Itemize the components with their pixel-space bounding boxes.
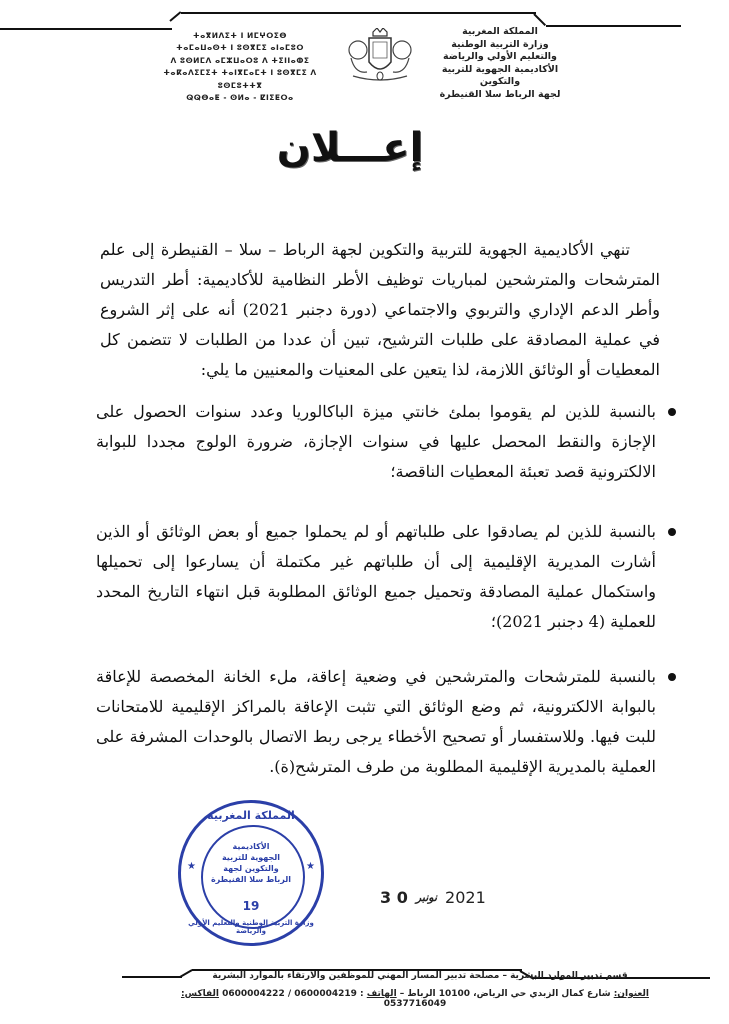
header-tifinagh xyxy=(140,30,340,104)
bullet-item xyxy=(96,517,656,637)
date-day: 3 0 xyxy=(380,887,408,907)
stamp-center-line: الأكاديمية xyxy=(232,842,270,851)
bullet-item xyxy=(96,397,656,487)
footer-phones: 0600004219 / 0600004222 xyxy=(222,989,357,999)
footer-address-label: العنوان: xyxy=(613,989,649,999)
header-rule-slope-right xyxy=(533,13,546,26)
footer-fax: 0537716049 xyxy=(383,999,447,1009)
header-rule-mid xyxy=(181,12,536,14)
header-tifinagh-line: ⵜⴰⴳⵍⴷⵉⵜ ⵏ ⵍⵎⵖⵔⵉⴱ xyxy=(193,31,287,40)
stamp-center-text xyxy=(203,841,299,885)
header-arabic-line: الأكاديمية الجهوية للتربية والتكوين xyxy=(441,63,559,88)
star-icon: ★ xyxy=(187,861,196,872)
bullet-dot-icon xyxy=(668,408,676,416)
stamp-center-line: والتكوين لجهة xyxy=(223,864,279,873)
footer-address: شارع كمال الزبدي حي الرياض، 10100 الرباط – xyxy=(399,989,611,999)
header-rule-slope-left xyxy=(169,11,181,22)
header-arabic-line: المملكة المغربية xyxy=(462,26,538,37)
bullet-text: بالنسبة للمترشحات والمترشحين في وضعية إعاقة، ملء الخانة المخصصة للإعاقة بالبوابة الالكترونية، ثم وضع الوثائق التي تثبت الإعاقة بالمراكز الإقليمية للامتحانات للبت فيها. وللاستفسار أو تصحيح الأخطاء يرجى ربط الاتصال بالوحدات المشرفة على العملية بالمديرية الإقليمية المطلوبة من طرف المترشح(ة). xyxy=(96,667,656,776)
header-tifinagh-line: ⴷ ⵓⵙⵍⵎⴷ ⴰⵎⵣⵡⴰⵔⵓ ⴷ ⵜⵉⵏⵏⴰⵀⵉ xyxy=(170,55,310,65)
document-date xyxy=(380,884,510,910)
stamp-center-line: الجهوية للتربية xyxy=(221,853,281,862)
date-month: نونبر xyxy=(415,890,438,904)
header-arabic xyxy=(430,26,570,102)
bullet-text: بالنسبة للذين لم يصادقوا على طلباتهم أو لم يحملوا جميع أو بعض الوثائق أو الذين أشارت المديرية الإقليمية إلى أن طلباتهم غير مكتملة أن يسارعوا إلى تحميلها واستكمال عملية المصادقة وتحميل جميع الوثائق المطلوبة قبل انتهاء التاريخ المحدد للعملية (4 دجنبر 2021)؛ xyxy=(96,522,657,631)
coat-of-arms-icon xyxy=(345,28,415,84)
header-arabic-line: لجهة الرباط سلا القنيطرة xyxy=(439,88,561,100)
header-tifinagh-line: ⵜⴰⴽⴰⴷⵉⵎⵉⵜ ⵜⴰⵏⴳⵎⴰⵎⵜ ⵏ ⵓⵙⴳⵎⵉ ⴷ ⵓⵙⵎⵓⵜⵜⴳ xyxy=(163,68,317,90)
stamp-center-line: الرباط سلا القنيطرة xyxy=(210,875,292,884)
header-arabic-line: وزارة التربية الوطنية xyxy=(451,38,549,50)
stamp-top-text: المملكة المغربية xyxy=(207,809,295,822)
footer-department: قسم تدبير الموارد البشرية – مصلحة تدبير المسار المهني للموظفين والارتقاء بالموارد البشرية xyxy=(212,971,628,981)
bullet-item xyxy=(96,662,656,782)
header-arabic-line: والتعليم الأولي والرياضة xyxy=(443,51,557,63)
header-tifinagh-line: ⵜⴰⵎⴰⵡⴰⵙⵜ ⵏ ⵓⵙⴳⵎⵉ ⴰⵏⴰⵎⵓⵔ xyxy=(176,43,304,53)
footer-rule-left xyxy=(122,976,182,978)
stamp-bottom-text: وزارة التربية الوطنية والتعليم الأولي والرياضة xyxy=(188,919,314,935)
footer-contact: العنوان: شارع كمال الزبدي حي الرياض، 10100 الرباط – الهاتف : 0600004219 / 0600004222 الفاكس: 0537716049 xyxy=(181,989,649,1009)
date-year: 2021 xyxy=(445,887,486,907)
star-icon: ★ xyxy=(306,861,315,872)
footer-fax-label: الفاكس: xyxy=(181,989,219,999)
bullet-text: بالنسبة للذين لم يقوموا بملئ خانتي ميزة الباكالوريا وعدد سنوات الحصول على الإجازة والنقط المحصل عليها في سنوات الإجازة، ضرورة الولوج مجددا للبوابة الالكترونية قصد تعبئة المعطيات الناقصة؛ xyxy=(96,402,656,481)
page-title: إعـــلان xyxy=(276,125,424,171)
intro-paragraph: تنهي الأكاديمية الجهوية للتربية والتكوين لجهة الرباط – سلا – القنيطرة إلى علم المترشحات والمترشحين لمباريات توظيف الأطر النظامية للأكاديمية: أطر التدريس وأطر الدعم الإداري والتربوي والاجتماعي (دورة دجنبر 2021) أنه على إثر الشروع في عملية المصادقة على طلبات الترشيح، تبين أن عددا من الطلبات لا تتضمن كل المعطيات أو الوثائق اللازمة، لذا يتعين على المعنيات والمعنيين ما يلي: xyxy=(100,240,661,379)
official-stamp xyxy=(178,800,324,946)
header-tifinagh-line: ⵕⵕⴱⴰⵟ - ⵙⵍⴰ - ⵇⵏⵉⵟⵔⴰ xyxy=(186,93,294,103)
bullet-dot-icon xyxy=(668,673,676,681)
bullet-dot-icon xyxy=(668,528,676,536)
footer-phone-label: الهاتف xyxy=(366,989,397,999)
stamp-number: 19 xyxy=(242,899,260,913)
